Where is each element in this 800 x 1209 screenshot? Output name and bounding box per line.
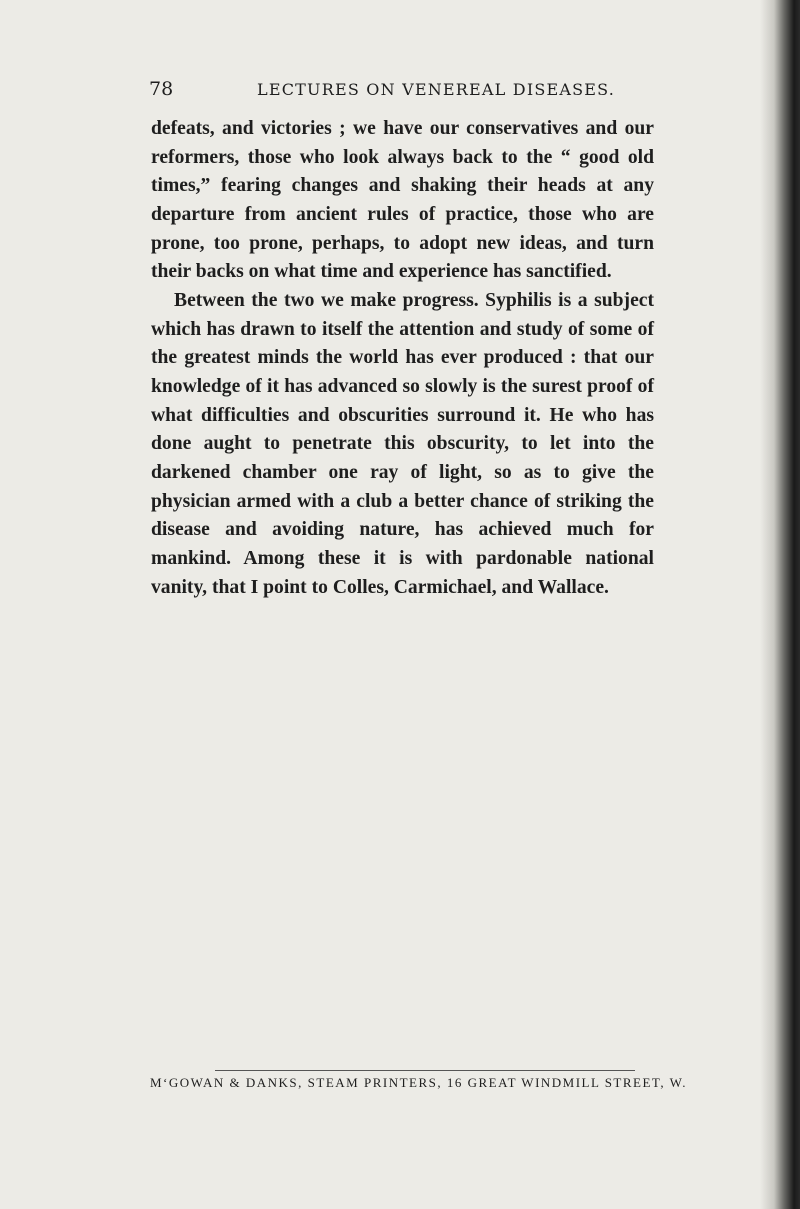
imprint-rule (215, 1070, 635, 1071)
page-number: 78 (149, 78, 174, 100)
page-header (149, 78, 649, 102)
paragraph: Between the two we make progress. Syphilis is a subject which has drawn to itself the attention and study of some of the greatest minds the world has ever produced : that our knowledge of it has advanced so slowly is the surest proof of what difficulties and obscurities surround it. He who has done aught to penetrate this obscurity, to let into the darkened chamber one ray of light, so as to give the physician armed with a club a better chance of striking the disease and avoiding nature, has achieved much for mankind. Among these it is with pardonable national vanity, that I point to Colles, Carmichael, and Wallace. (151, 289, 654, 598)
body-text (151, 115, 654, 602)
running-head: LECTURES ON VENEREAL DISEASES. (257, 80, 616, 99)
page-gutter-shadow (760, 0, 800, 1209)
printer-imprint: M‘GOWAN & DANKS, STEAM PRINTERS, 16 GREAT WINDMILL STREET, W. (150, 1075, 687, 1090)
paragraph: defeats, and victories ; we have our conservatives and our reformers, those who look always back to the “ good old times,” fearing changes and shaking their heads at any departure from ancient rules of practice, those who are prone, too prone, perhaps, to adopt new ideas, and turn their backs on what time and experience has sanctified. (151, 118, 654, 283)
